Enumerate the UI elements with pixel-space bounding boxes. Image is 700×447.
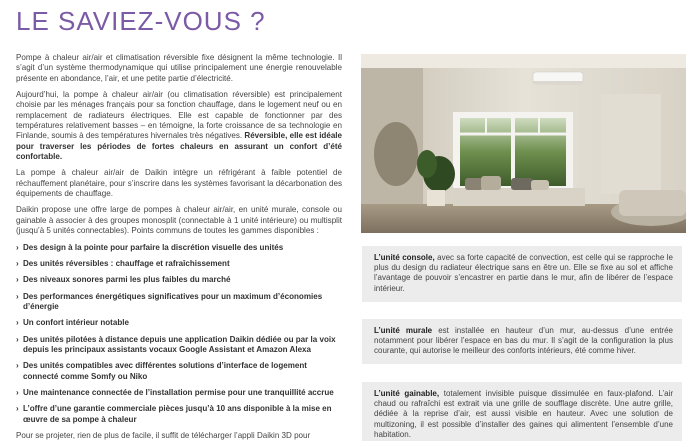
- left-column: [16, 53, 342, 447]
- features-list: [16, 243, 342, 425]
- living-room-illustration: [361, 54, 686, 233]
- list-item: › Des unités pilotées à distance depuis une application Daikin dédiée ou par la voix depuis les principaux assistants vocaux Google Assistant et Amazon Alexa: [16, 335, 342, 356]
- offer-paragraph: Daikin propose une offre large de pompes à chaleur air/air, en unité murale, console ou gainable à associer à des groupes monosplit (connectable à 1 unité intérieure) ou multisplit (jusqu’à 5 unités connectables). Points communs de toutes les gammes disponibles :: [16, 205, 342, 236]
- usage-text: Aujourd’hui, la pompe à chaleur air/air (ou climatisation réversible) est principalement choisie par les ménages français pour sa fonction chauffage, dans le logement neuf ou en remplacement de radiateurs électriques. Elle est capable de fonctionner par des températures relativement basses – en témoigne, la forte croissance de sa technologie en Finlande, soumis à des températures hivernales très négatives.: [16, 90, 342, 141]
- list-item: › Un confort intérieur notable: [16, 318, 342, 328]
- list-item: › Des unités réversibles : chauffage et rafraîchissement: [16, 259, 342, 269]
- ducted-unit-box: [362, 382, 682, 441]
- wall-unit-text: est installée en hauteur d’un mur, au-dessus d’une entrée notamment pour libérer l’espace en bas du mur. Il s’agit de la configuration la plus courante, qui autorise le meilleur des conforts intérieurs, été comme hiver.: [374, 326, 673, 356]
- list-item: › Des design à la pointe pour parfaire la discrétion visuelle des unités: [16, 243, 342, 253]
- ducted-unit-lead: L’unité gainable,: [374, 389, 440, 398]
- list-item: › L’offre d’une garantie commerciale pièces jusqu’à 10 ans disponible à la mise en œuvre de sa pompe à chaleur: [16, 404, 342, 425]
- ducted-unit-text: totalement invisible puisque dissimulée en faux-plafond. L’air chaud ou rafraîchi est extrait via une grille de soufflage discrète. Une autre grille, dédiée à la reprise d’air, est aussi visible en hauteur. Avec une solution de multizoning, il est possible d’installer des gaines qui alimentent l’ensemble d’une habitation.: [374, 389, 673, 439]
- living-room-photo: [361, 54, 686, 233]
- list-item: › Des niveaux sonores parmi les plus faibles du marché: [16, 275, 342, 285]
- wall-unit-box: [362, 319, 682, 364]
- usage-highlight: Réversible, elle est idéale pour traverser les périodes de fortes chaleurs en assurant un confort d’été confortable.: [16, 131, 343, 162]
- list-item: › Des performances énergétiques significatives pour un maximum d’économies d’énergie: [16, 292, 342, 313]
- page-title: LE SAVIEZ-VOUS ?: [16, 6, 266, 36]
- intro-paragraph: Pompe à chaleur air/air et climatisation réversible fixe désignent la même technologie. Il s’agit d’un système thermodynamique qui utilise principalement une énergie renouvelable présente en abondance, l’air, et une petite partie d’électricité.: [16, 53, 342, 83]
- list-item: › Une maintenance connectée de l’installation permise pour une tranquillité accrue: [16, 388, 342, 398]
- list-item: › Des unités compatibles avec différentes solutions d’interface de logement connecté comme Somfy ou Niko: [16, 361, 342, 382]
- wall-unit-lead: L’unité murale: [374, 326, 433, 335]
- usage-paragraph: [16, 90, 342, 162]
- console-unit-lead: L’unité console,: [374, 253, 435, 262]
- refrigerant-paragraph: La pompe à chaleur air/air de Daikin intègre un réfrigérant à faible potentiel de réchauffement planétaire, pour s’inscrire dans les systèmes favorisant la décarbonation des équipements de chauffage.: [16, 168, 342, 199]
- console-unit-text: avec sa forte capacité de convection, est celle qui se rapproche le plus du design du radiateur électrique sans en être un. Elle se fixe au sol et affiche l’avantage de pouvoir s’encastrer en partie dans le mur, afin de libérer de l’espace intérieur.: [374, 253, 673, 293]
- closing-paragraph: Pour se projeter, rien de plus de facile, il suffit de télécharger l’appli Daikin 3D pour: [16, 430, 311, 440]
- console-unit-box: [362, 246, 682, 302]
